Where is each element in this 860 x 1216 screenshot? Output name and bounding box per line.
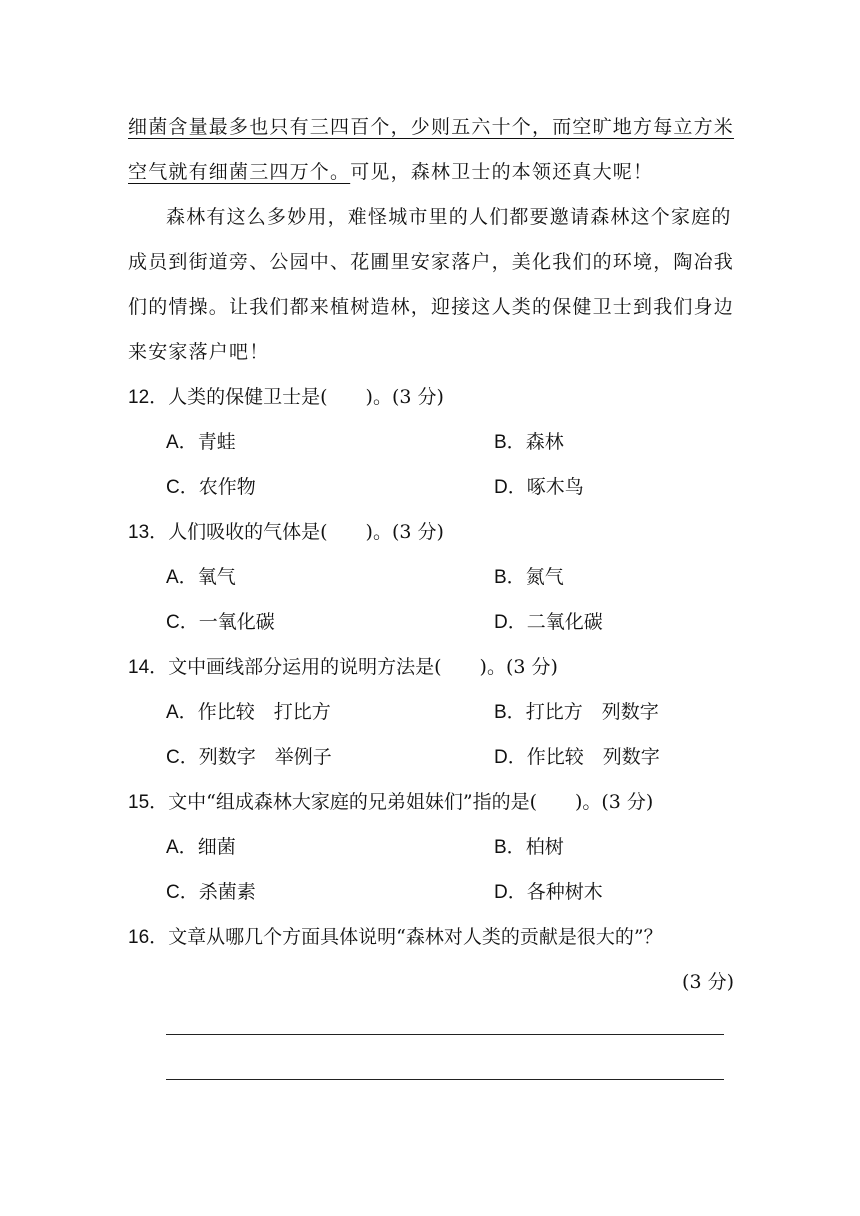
question-12 bbox=[128, 384, 444, 411]
option-text: 细菌 bbox=[197, 836, 236, 858]
question-number: 12． bbox=[128, 387, 169, 408]
option-label: D． bbox=[494, 882, 527, 903]
question-text: 文中“组成森林大家庭的兄弟姐妹们”指的是( )。(3 分) bbox=[168, 791, 654, 813]
option-text: 一氧化碳 bbox=[198, 611, 275, 633]
question-text: 文中画线部分运用的说明方法是( )。(3 分) bbox=[168, 656, 558, 678]
option-13-c[interactable] bbox=[166, 609, 275, 636]
passage-text: 来安家落户吧！ bbox=[128, 341, 270, 363]
option-label: B． bbox=[494, 567, 526, 588]
question-14 bbox=[128, 654, 558, 681]
passage-line-4 bbox=[128, 249, 734, 275]
option-label: B． bbox=[494, 432, 526, 453]
option-15-b[interactable] bbox=[494, 834, 564, 861]
option-text: 打比方 列数字 bbox=[525, 701, 659, 723]
option-13-d[interactable] bbox=[494, 609, 603, 636]
question-number: 13． bbox=[128, 522, 169, 543]
question-number: 14． bbox=[128, 657, 169, 678]
option-text: 作比较 列数字 bbox=[526, 746, 660, 768]
option-text: 各种树木 bbox=[526, 881, 603, 903]
option-text: 作比较 打比方 bbox=[197, 701, 331, 723]
option-12-c[interactable] bbox=[166, 474, 256, 501]
option-label: C． bbox=[166, 477, 199, 498]
option-label: C． bbox=[166, 612, 199, 633]
question-text: 人们吸收的气体是( )。(3 分) bbox=[168, 521, 444, 543]
answer-line[interactable] bbox=[166, 1079, 724, 1080]
option-14-c[interactable] bbox=[166, 744, 332, 771]
question-13 bbox=[128, 519, 444, 546]
option-text: 列数字 举例子 bbox=[198, 746, 332, 768]
option-14-b[interactable] bbox=[494, 699, 659, 726]
option-label: A． bbox=[166, 567, 198, 588]
passage-line-5 bbox=[128, 294, 734, 320]
option-label: C． bbox=[166, 747, 199, 768]
option-label: C． bbox=[166, 882, 199, 903]
question-16-score: (3 分) bbox=[682, 971, 734, 993]
option-12-a[interactable] bbox=[166, 429, 236, 456]
option-12-b[interactable] bbox=[494, 429, 564, 456]
option-text: 二氧化碳 bbox=[526, 611, 603, 633]
option-13-a[interactable] bbox=[166, 564, 236, 591]
passage-text: 们的情操。让我们都来植树造林，迎接这人类的保健卫士到我们身边 bbox=[128, 296, 735, 318]
option-label: D． bbox=[494, 747, 527, 768]
question-16 bbox=[128, 924, 663, 951]
option-label: B． bbox=[494, 702, 526, 723]
answer-line[interactable] bbox=[166, 1034, 724, 1035]
passage-line-2 bbox=[128, 159, 734, 185]
question-text: 文章从哪几个方面具体说明“森林对人类的贡献是很大的”？ bbox=[168, 926, 663, 948]
option-15-a[interactable] bbox=[166, 834, 236, 861]
option-text: 啄木鸟 bbox=[526, 476, 584, 498]
option-label: D． bbox=[494, 477, 527, 498]
option-text: 青蛙 bbox=[197, 431, 236, 453]
option-text: 氮气 bbox=[525, 566, 564, 588]
underlined-text: 细菌含量最多也只有三四百个，少则五六十个，而空旷地方每立方米 bbox=[128, 116, 735, 138]
option-13-b[interactable] bbox=[494, 564, 564, 591]
question-number: 16． bbox=[128, 927, 169, 948]
option-label: A． bbox=[166, 837, 198, 858]
option-14-a[interactable] bbox=[166, 699, 331, 726]
passage-text: 森林有这么多妙用，难怪城市里的人们都要邀请森林这个家庭的 bbox=[166, 206, 732, 228]
option-text: 森林 bbox=[525, 431, 564, 453]
option-text: 柏树 bbox=[525, 836, 564, 858]
passage-line-3 bbox=[166, 204, 734, 230]
option-text: 农作物 bbox=[198, 476, 256, 498]
option-label: D． bbox=[494, 612, 527, 633]
option-15-d[interactable] bbox=[494, 879, 603, 906]
option-text: 氧气 bbox=[197, 566, 236, 588]
passage-text: 成员到街道旁、公园中、花圃里安家落户，美化我们的环境，陶冶我 bbox=[128, 251, 735, 273]
passage-line-6 bbox=[128, 339, 734, 365]
option-text: 杀菌素 bbox=[198, 881, 256, 903]
question-text: 人类的保健卫士是( )。(3 分) bbox=[168, 386, 444, 408]
question-number: 15． bbox=[128, 792, 169, 813]
option-14-d[interactable] bbox=[494, 744, 660, 771]
underlined-text-end: 空气就有细菌三四万个。 bbox=[128, 161, 351, 183]
question-15 bbox=[128, 789, 653, 816]
option-label: B． bbox=[494, 837, 526, 858]
passage-line-1 bbox=[128, 114, 734, 140]
option-label: A． bbox=[166, 432, 198, 453]
passage-text: 可见，森林卫士的本领还真大呢！ bbox=[350, 161, 654, 183]
option-12-d[interactable] bbox=[494, 474, 584, 501]
option-15-c[interactable] bbox=[166, 879, 256, 906]
option-label: A． bbox=[166, 702, 198, 723]
